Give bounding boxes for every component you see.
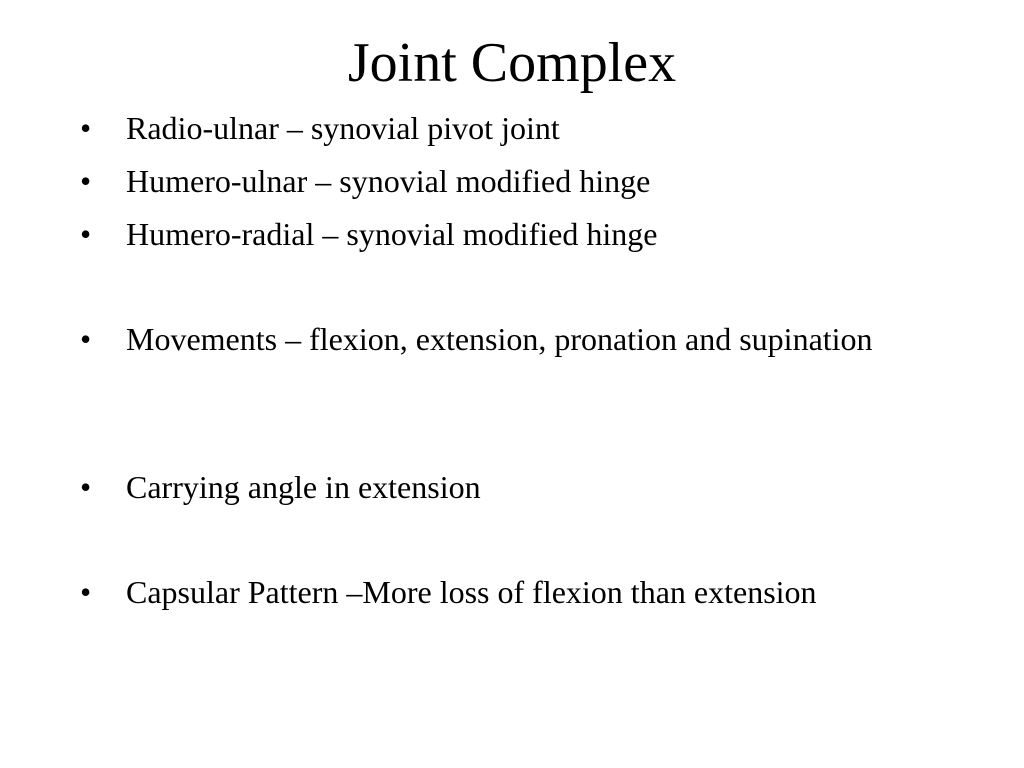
- bullet-text: Movements – flexion, extension, pronation and supination: [126, 321, 873, 357]
- bullet-text: Humero-radial – synovial modified hinge: [126, 216, 658, 252]
- bullet-text: Humero-ulnar – synovial modified hinge: [126, 163, 651, 199]
- bullet-dot-icon: •: [80, 469, 92, 505]
- bullet-text: Radio-ulnar – synovial pivot joint: [126, 110, 560, 146]
- bullet-item: [80, 466, 920, 509]
- bullet-text: Carrying angle in extension: [126, 469, 481, 505]
- bullet-text: Capsular Pattern –More loss of flexion than extension: [126, 574, 817, 610]
- bullet-dot-icon: •: [80, 216, 92, 252]
- bullet-dot-icon: •: [80, 321, 92, 357]
- bullet-item: [80, 160, 920, 203]
- bullet-item: [80, 318, 920, 361]
- bullet-item: [80, 107, 920, 150]
- bullet-dot-icon: •: [80, 574, 92, 610]
- slide-title: Joint Complex: [347, 32, 677, 94]
- bullet-dot-icon: •: [80, 110, 92, 146]
- bullet-item: [80, 213, 920, 256]
- bullet-dot-icon: •: [80, 163, 92, 199]
- bullet-item: [80, 571, 920, 614]
